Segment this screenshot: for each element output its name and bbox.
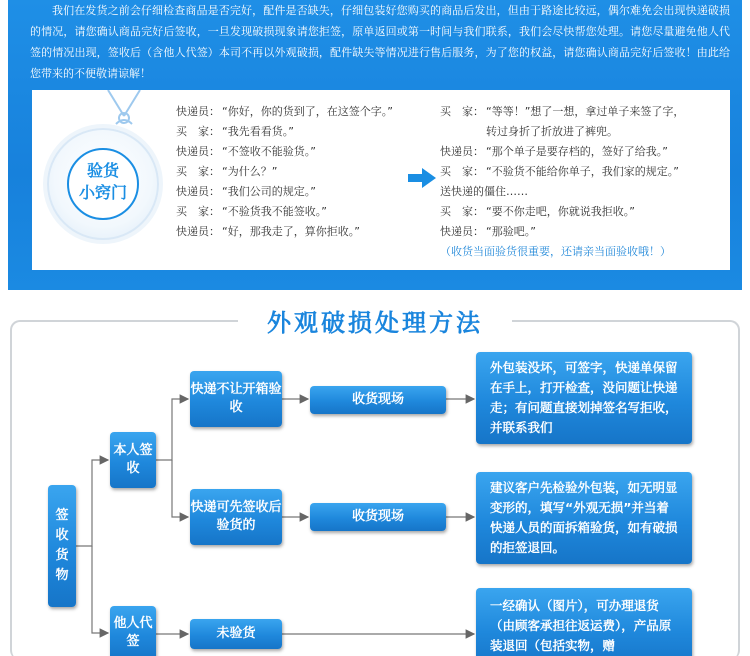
dialog-line (440, 142, 730, 162)
speaker-label: 快递员： (176, 185, 220, 198)
speaker-label: 快递员： (440, 145, 484, 158)
speaker-label: 买 家： (440, 105, 484, 118)
section-title: 外观破损处理方法 (238, 305, 512, 341)
self-sign-node: 本人签收 (110, 432, 156, 488)
receiving-site-node: 收货现场 (310, 503, 446, 531)
sign-char: 签 (55, 508, 69, 523)
intro-text: 我们在发货之前会仔细检查商品是否完好，配件是否缺失，仔细包装好您购买的商品后发出，但由于路途比较远，偶尔难免会出现快递破损的情况，请您确认商品完好后签收，一旦发现破损现象请您拒签，原单返回或第一时间与我们联系，我们会尽快帮您处理。请您尽量避免他人代签的情况出现，签收后（含他人代签）本司不再以外观破损，配件缺失等情况进行售后服务，为了您的权益，请您确认商品完好后签收！由此给您带来的不便敬请谅解！ (30, 4, 730, 80)
seal-title-line2: 小窍门 (78, 183, 127, 202)
dialog-line (176, 142, 436, 162)
speaker-label: 买 家： (440, 205, 484, 218)
sign-char: 收 (55, 528, 69, 543)
dialog-narration: 送快递的僵住…… (440, 185, 528, 198)
sign-char: 货 (55, 548, 69, 563)
seal-ring (67, 148, 139, 220)
dialog-text: “好，那我走了，算你拒收。” (222, 225, 360, 238)
not-inspected-node: 未验货 (190, 619, 282, 649)
speaker-label: 快递员： (440, 225, 484, 238)
result-return-node: 一经确认（图片），可办理退货（由顾客承担往返运费），产品原装退回（包括实物，赠 (476, 588, 692, 656)
result-intact-package-node: 外包装没坏，可签字，快递单保留在手上，打开检查，没问题让快递走；有问题直接划掉签名写拒收，并联系我们 (476, 352, 692, 444)
dialog-text: “那个单子是要存档的，签好了给我。” (486, 145, 668, 158)
dialog-text: “等等！”想了一想，拿过单子来签了字， (486, 105, 685, 118)
speaker-label: 快递员： (176, 105, 220, 118)
tips-seal-badge (47, 128, 159, 240)
dialog-text: “不验货我不能签收。” (222, 205, 327, 218)
dialog-line (176, 202, 436, 222)
dialog-text: “不验货不能给你单子，我们家的规定。” (486, 165, 679, 178)
dialog-line (440, 202, 730, 222)
proxy-sign-node: 他人代签 (110, 606, 156, 656)
dialog-line (176, 102, 436, 122)
speaker-label: 买 家： (176, 165, 220, 178)
intro-notice (30, 0, 730, 84)
seal-title (69, 160, 137, 204)
speaker-label: 买 家： (176, 125, 220, 138)
speaker-label: 快递员： (176, 225, 220, 238)
dialog-left (176, 102, 436, 242)
dialog-line (440, 222, 730, 242)
speaker-label: 买 家： (440, 165, 484, 178)
dialog-text: “为什么？” (222, 165, 278, 178)
speaker-label: 快递员： (176, 145, 220, 158)
sign-goods-node (48, 485, 76, 607)
sign-char: 物 (55, 568, 69, 583)
receiving-site-node: 收货现场 (310, 386, 446, 414)
dialog-continuation: 转过身折了折放进了裤兜。 (486, 125, 618, 138)
speaker-label: 买 家： (176, 205, 220, 218)
dialog-line (176, 222, 436, 242)
dialog-line (176, 122, 436, 142)
dialog-text: “那验吧。” (486, 225, 536, 238)
no-open-inspection-node: 快递不让开箱验收 (190, 371, 282, 427)
arrow-right-icon (408, 168, 436, 188)
dialog-note: （收货当面验货很重要，还请亲当面验收哦！） (440, 245, 671, 258)
dialog-text: “你好，你的货到了，在这签个字。” (222, 105, 393, 118)
dialog-text: “我先看看货。” (222, 125, 294, 138)
dialog-right (440, 102, 730, 262)
dialog-text: “我们公司的规定。” (222, 185, 316, 198)
dialog-line (440, 162, 730, 182)
dialog-line (176, 162, 436, 182)
sign-then-inspect-node: 快递可先签收后验货的 (190, 489, 282, 545)
result-inspect-package-node: 建议客户先检验外包装，如无明显变形的，填写“外观无损”并当着快递人员的面拆箱验货，如有破损的拒签退回。 (476, 472, 692, 564)
dialog-line (440, 102, 730, 122)
inspection-tips-panel (32, 90, 730, 270)
tag-string-icon (104, 90, 144, 130)
dialog-text: “要不你走吧，你就说我拒收。” (486, 205, 635, 218)
dialog-text: “不签收不能验货。” (222, 145, 316, 158)
seal-title-line1: 验货 (86, 161, 119, 180)
top-banner (8, 0, 742, 290)
dialog-line (176, 182, 436, 202)
